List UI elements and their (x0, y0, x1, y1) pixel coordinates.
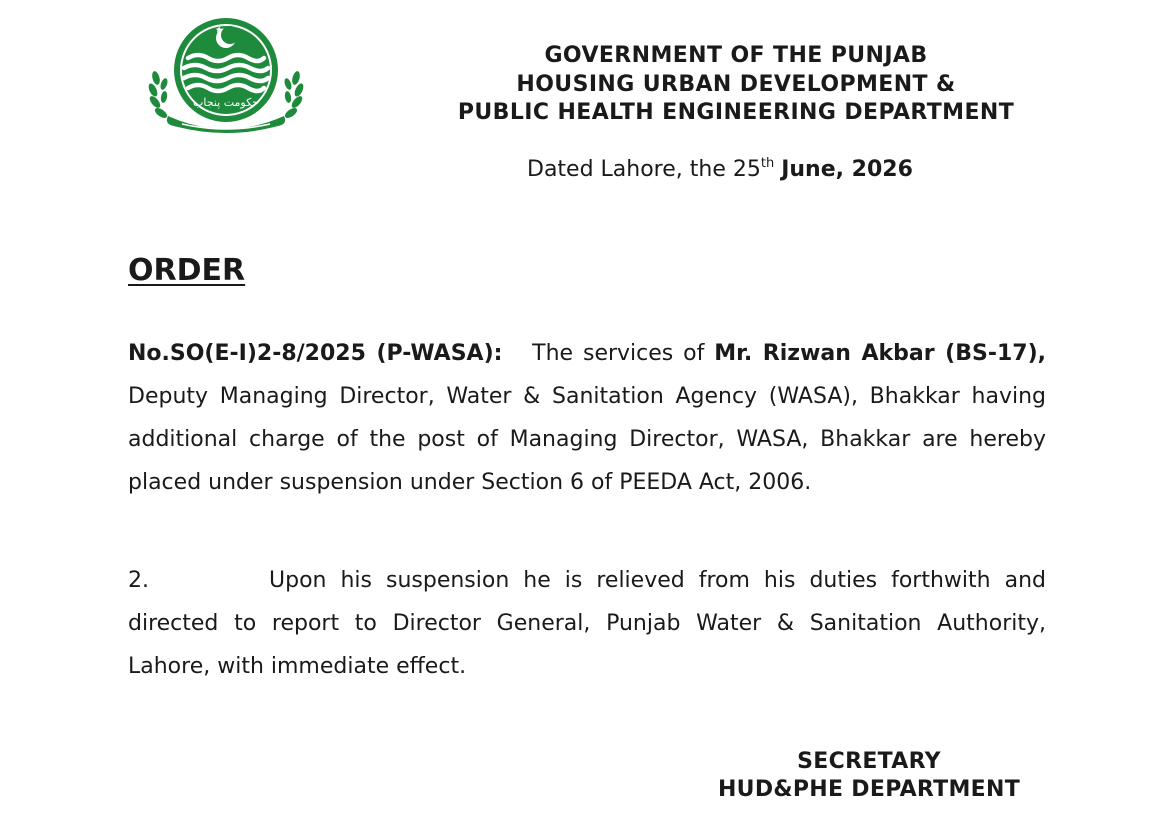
date-ordinal-suffix: th (760, 156, 775, 171)
order-paragraph-1 (128, 332, 1046, 504)
date-prefix: Dated Lahore, the 25 (527, 157, 761, 182)
department-header (420, 42, 1052, 128)
paragraph-1-body: Deputy Managing Director, Water & Sanitation Agency (WASA), Bhakkar having additional charge of the post of Managing Director, WASA, Bhakkar are hereby placed under suspension under Section 6 of PEEDA Act, 2006. (128, 384, 1046, 495)
wheat-left-icon (147, 70, 169, 120)
order-number: No.SO(E-I)2-8/2025 (P-WASA): (128, 341, 503, 366)
date-month-year: June, 2026 (781, 157, 913, 182)
signature-block (700, 748, 1038, 804)
order-paragraph-2 (128, 559, 1046, 688)
paragraph-1-intro: The services of (532, 341, 705, 366)
header-line-1: GOVERNMENT OF THE PUNJAB (544, 43, 928, 68)
paragraph-2-body: Upon his suspension he is relieved from his duties forthwith and directed to report to Director General, Punjab Water & Sanitation Authority, Lahore, with immediate effect. (128, 568, 1046, 679)
wheat-right-icon (283, 70, 305, 120)
dated-line (527, 157, 913, 182)
punjab-government-logo (138, 12, 314, 136)
header-line-2: HOUSING URBAN DEVELOPMENT & (516, 71, 956, 97)
officer-name: Mr. Rizwan Akbar (BS-17), (714, 341, 1046, 366)
order-title: ORDER (128, 253, 246, 288)
header-line-3: PUBLIC HEALTH ENGINEERING DEPARTMENT (457, 100, 1015, 125)
signature-title: SECRETARY (797, 749, 941, 774)
logo-urdu-text: حکومت پنجاب (193, 96, 259, 109)
signature-department: HUD&PHE DEPARTMENT (717, 777, 1021, 802)
paragraph-2-number: 2. (128, 568, 149, 593)
